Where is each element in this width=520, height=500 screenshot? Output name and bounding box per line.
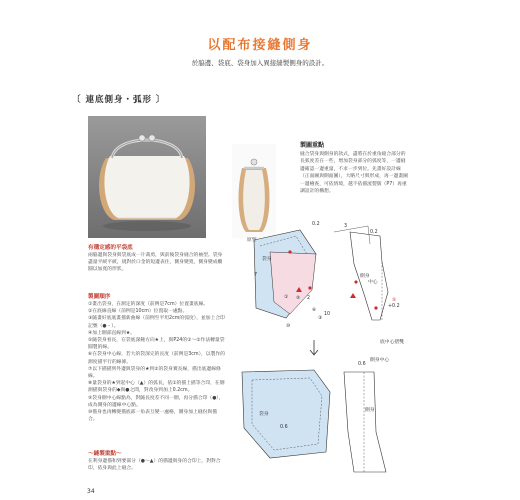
label-dim-plus-0-2: +0.2 [388, 304, 400, 309]
note-body: 縫合袋身與側身的款式，盡將在於重角縫合部分的長弧度差在一些，增加袋身部分的弧度等，一邊縫邊確認一邊重量，不求一步到位。先畫好設計線（正面圖與側面圖），大略尺寸與形成，再一邊畫圖一邊檢查，可依情境，越不依描流製版（P7）再重調設計的構想。 [300, 152, 408, 195]
step-item: ⑨袋身側中心線點為，對隨長度差不同一側，再分描合印（●），成為側身的邊線中心點。 [88, 395, 224, 408]
pouch-front-photo [88, 116, 206, 238]
step-item: ④加上側部直線到★。 [88, 330, 135, 336]
label-dim-0-2a: 0.2 [312, 222, 320, 227]
label-side-body: 袋身 [259, 412, 269, 417]
assembled-body [242, 370, 330, 458]
label-dim-2: 2 [307, 296, 311, 301]
label-center: 中心 [368, 280, 378, 285]
red-dot-marker [288, 250, 291, 253]
label-dim-0-6b: 0.6 [280, 425, 288, 430]
label-dim-3: 3 [344, 224, 348, 229]
label-dim-10: 10 [324, 312, 331, 317]
note-title: 製圖重點 [300, 142, 325, 149]
steps-title: 製圖順序 [88, 294, 111, 300]
red-diamond-marker [354, 280, 358, 284]
label-dim-0-2b: 0.2 [370, 230, 378, 235]
step-item: ⑧量袋身的★到起中心（▲）的弧長，依①的描上描等合印，在側測描與袋身的◆與●之間，對改身到加上0.2cm。 [88, 381, 225, 394]
design-note-title: 有穩定感的平袋底 [88, 245, 133, 251]
label-step-5: ⑤ [392, 298, 397, 303]
step-item: ③隨畫好底底畫描新曲線（前例至平坦2cm的弧度），並加上合印記號（●・）。 [88, 316, 225, 329]
section-heading: 〔 連底側身・弧形 〕 [72, 95, 166, 105]
page-subtitle: 於脇邊、袋底、袋身加入異接縫製側身的設計。 [191, 59, 329, 67]
step-item: ⑥在袋身中心線，若大的袋深完的長度（前例是3cm），以製作的測度描平行的線條。 [88, 352, 225, 365]
label-body: 袋身 [262, 257, 272, 262]
label-lining: 原型 [247, 238, 257, 243]
label-gusset: 側身 [360, 274, 370, 279]
step-item: ⑩描身也再轉變描底部一角表互變一處格，側身加上縫份與描合。 [88, 410, 218, 423]
pouch-front-illustration [88, 116, 206, 238]
step-item: ②在底線直線（前例是10cm）位置取一處點。 [88, 309, 188, 315]
label-side-gusset: 側身 [365, 408, 375, 413]
label-step-3: ③ [318, 316, 323, 321]
label-step-9: ⑨ [296, 296, 301, 301]
label-step-10: ⑩ [286, 324, 291, 329]
page-title: 以配布接縫側身 [207, 38, 313, 53]
red-triangle-marker [350, 293, 356, 298]
steps-list [88, 301, 226, 423]
red-dot-marker [308, 286, 311, 289]
label-fold: 底中心摺雙 [380, 340, 404, 345]
label-step-6: ⑥ [312, 308, 317, 313]
label-step-1: ① [284, 295, 289, 300]
page-number: 34 [87, 488, 95, 495]
design-note-body: 兩脇邊與袋身與袋底成一片裁剪，與前後袋身縫合的袖型。袋身盡量平緩平緩，規對於口金的短邊表住，側身變寬，側身變成橢圓以加寬的形狀。 [88, 253, 223, 273]
label-dim-7: 7 [254, 273, 258, 278]
step-item: ⑤隨袋身看長，在袋底深鐘方向★上，與P24的①～②作法轉量袋圓製的線。 [88, 338, 225, 351]
sewing-body: 在利身邊描和到要部分（●～▲）的描邊與身的合印上，對對合印，依身與此上縫合。 [88, 459, 221, 472]
arrow-down-icon [310, 340, 318, 355]
label-gusset-center: 側身中心 [370, 358, 390, 363]
label-dim-0-6a: 0.6 [358, 362, 366, 367]
step-item: ⑦以下描描到外邊與袋身的★到②的袋身實長線，描出底邊線條線。 [88, 366, 221, 380]
gusset-piece-bottom [344, 372, 386, 472]
pattern-diagram [230, 222, 430, 492]
sewing-title: ～縫製重點～ [88, 451, 122, 457]
step-item: ①畫出袋身，在測定的深度（前例是7cm）位置畫底線。 [88, 302, 209, 307]
red-dot-marker [374, 306, 377, 309]
